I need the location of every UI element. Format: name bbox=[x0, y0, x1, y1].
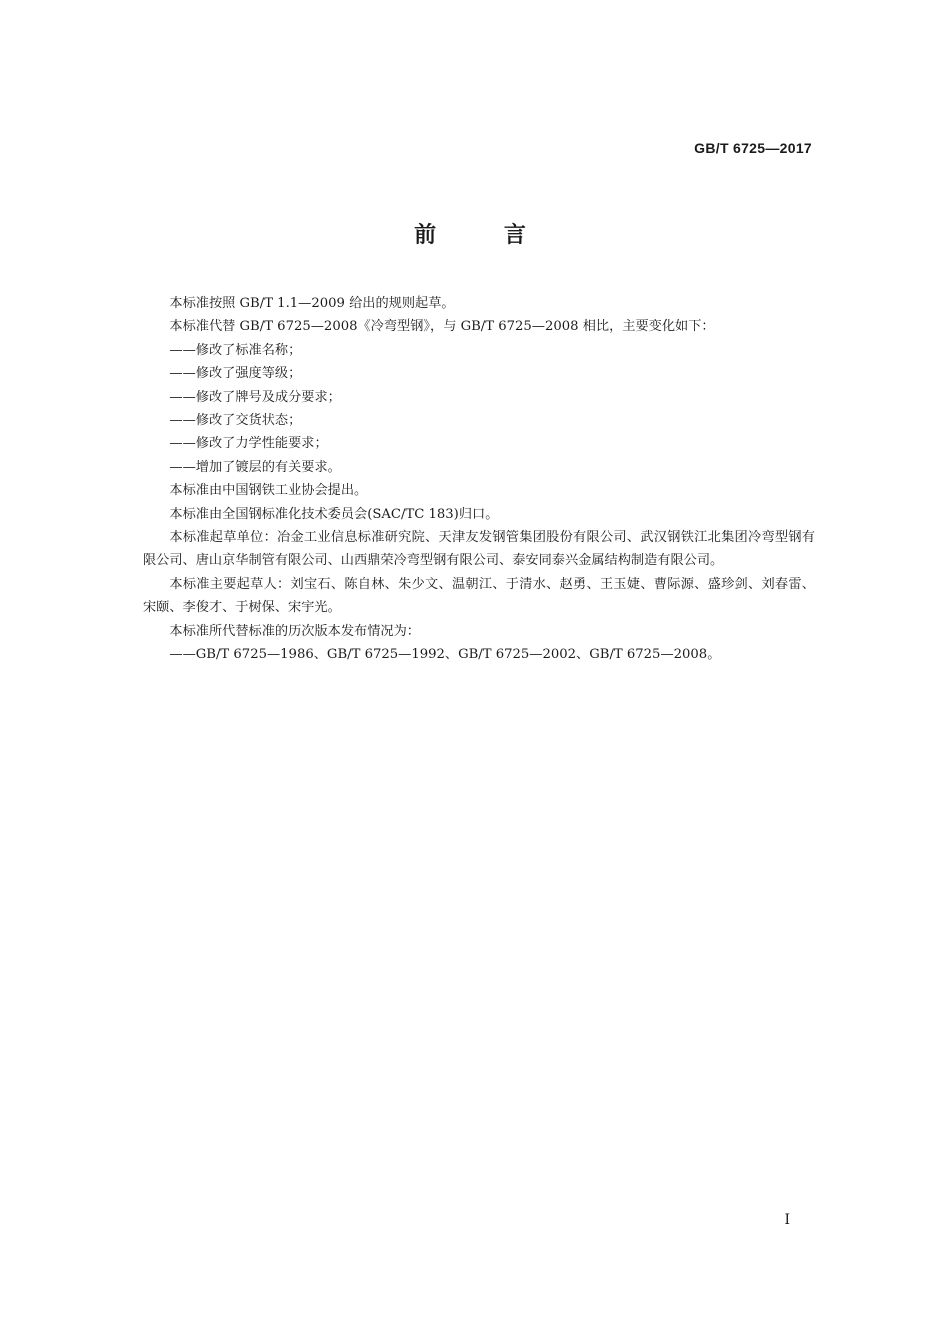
paragraph-history-intro: 本标准所代替标准的历次版本发布情况为： bbox=[169, 623, 420, 639]
change-item: ——增加了镀层的有关要求。 bbox=[169, 459, 341, 475]
document-body bbox=[143, 292, 815, 667]
change-item: ——修改了强度等级； bbox=[169, 366, 302, 382]
change-item: ——修改了标准名称； bbox=[169, 342, 302, 358]
change-item: ——修改了力学性能要求； bbox=[169, 436, 328, 452]
page-title: 前 言 bbox=[414, 223, 556, 248]
change-item: ——修改了牌号及成分要求； bbox=[169, 389, 341, 405]
history-item: ——GB/T 6725—1986、GB/T 6725—1992、GB/T 6725—2002、GB/T 6725—2008。 bbox=[169, 647, 721, 663]
paragraph-drafters: 本标准主要起草人：刘宝石、陈自林、朱少文、温朝江、于清水、赵勇、王玉婕、曹际源、盛珍剑、刘春雷、宋颐、李俊才、于树保、宋宇光。 bbox=[143, 576, 815, 616]
paragraph-drafting-units: 本标准起草单位：冶金工业信息标准研究院、天津友发钢管集团股份有限公司、武汉钢铁江北集团冷弯型钢有限公司、唐山京华制管有限公司、山西鼎荣冷弯型钢有限公司、泰安同泰兴金属结构制造有限公司。 bbox=[143, 530, 815, 569]
page-number: I bbox=[784, 1212, 790, 1228]
paragraph-replacement: 本标准代替 GB/T 6725—2008《冷弯型钢》，与 GB/T 6725—2008 相比，主要变化如下： bbox=[169, 319, 715, 335]
standard-code: GB/T 6725—2017 bbox=[694, 140, 812, 156]
paragraph-drafting-rules: 本标准按照 GB/T 1.1—2009 给出的规则起草。 bbox=[169, 296, 455, 311]
change-item: ——修改了交货状态； bbox=[169, 413, 302, 429]
paragraph-proposer: 本标准由中国钢铁工业协会提出。 bbox=[169, 483, 368, 499]
paragraph-committee: 本标准由全国钢标准化技术委员会(SAC/TC 183)归口。 bbox=[169, 506, 499, 522]
